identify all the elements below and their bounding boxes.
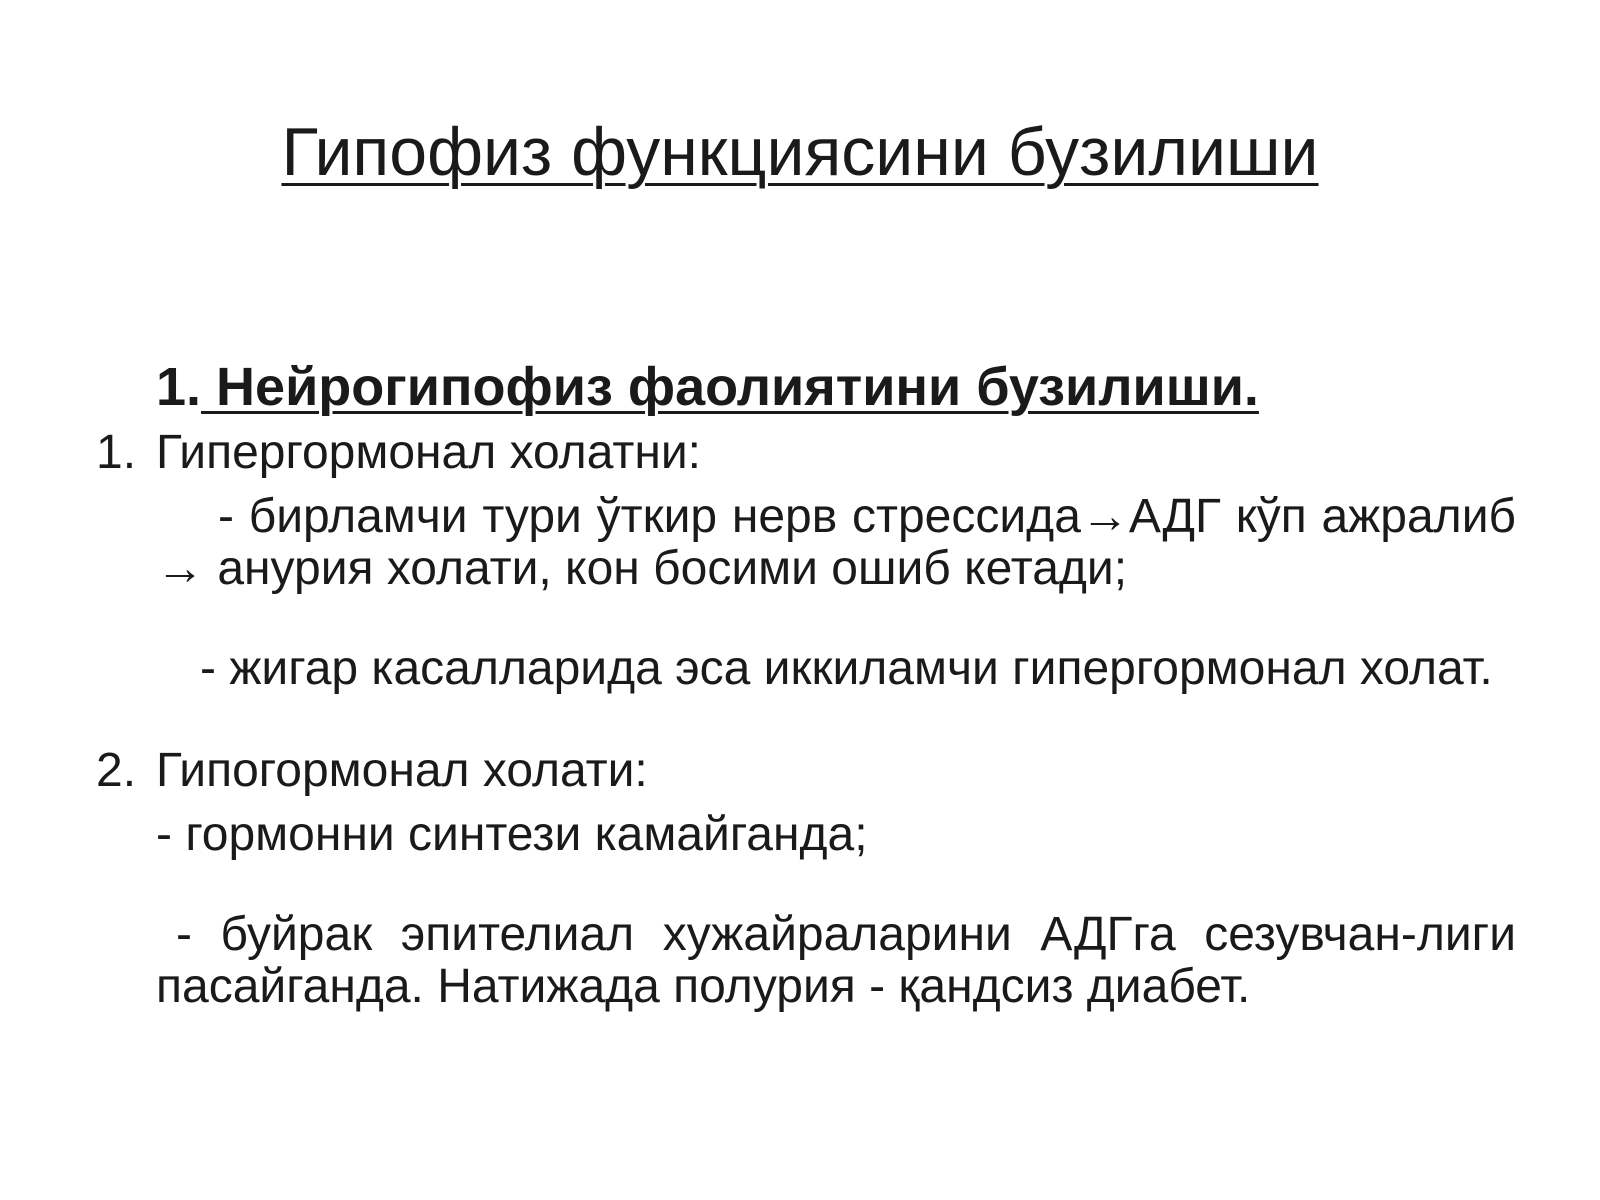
list-item-number: 1. bbox=[96, 426, 137, 479]
list-item-1 bbox=[96, 425, 1516, 481]
section-heading-number: 1. bbox=[156, 357, 202, 417]
section-heading bbox=[156, 355, 1516, 419]
slide-title-text: Гипофиз функциясини бузилиши bbox=[281, 114, 1319, 190]
list-item-1-paragraph-1: - бирламчи тури ўткир нерв стрессида→АДГ кўп ажралиб → анурия холати, кон босими ошиб кетади; bbox=[156, 490, 1516, 595]
slide-title bbox=[0, 112, 1600, 192]
list-item-label: Гипогормонал холати: bbox=[156, 744, 648, 797]
list-item-2-paragraph-1: - гормонни синтези камайганда; bbox=[156, 808, 868, 861]
section-heading-text: Нейрогипофиз фаолиятини бузилиши. bbox=[201, 357, 1259, 417]
list-item-1-paragraph-2: - жигар касалларида эса иккиламчи гипергормонал холат. bbox=[200, 642, 1493, 695]
list-item-2-paragraph-2: - буйрак эпителиал хужайраларини АДГга сезувчан-лиги пасайганда. Натижада полурия - қандсиз диабет. bbox=[156, 908, 1516, 1013]
list-item-number: 2. bbox=[96, 744, 137, 797]
list-item-2 bbox=[96, 743, 1516, 799]
list-item-label: Гипергормонал холатни: bbox=[156, 426, 701, 479]
slide-body bbox=[96, 355, 1516, 1061]
